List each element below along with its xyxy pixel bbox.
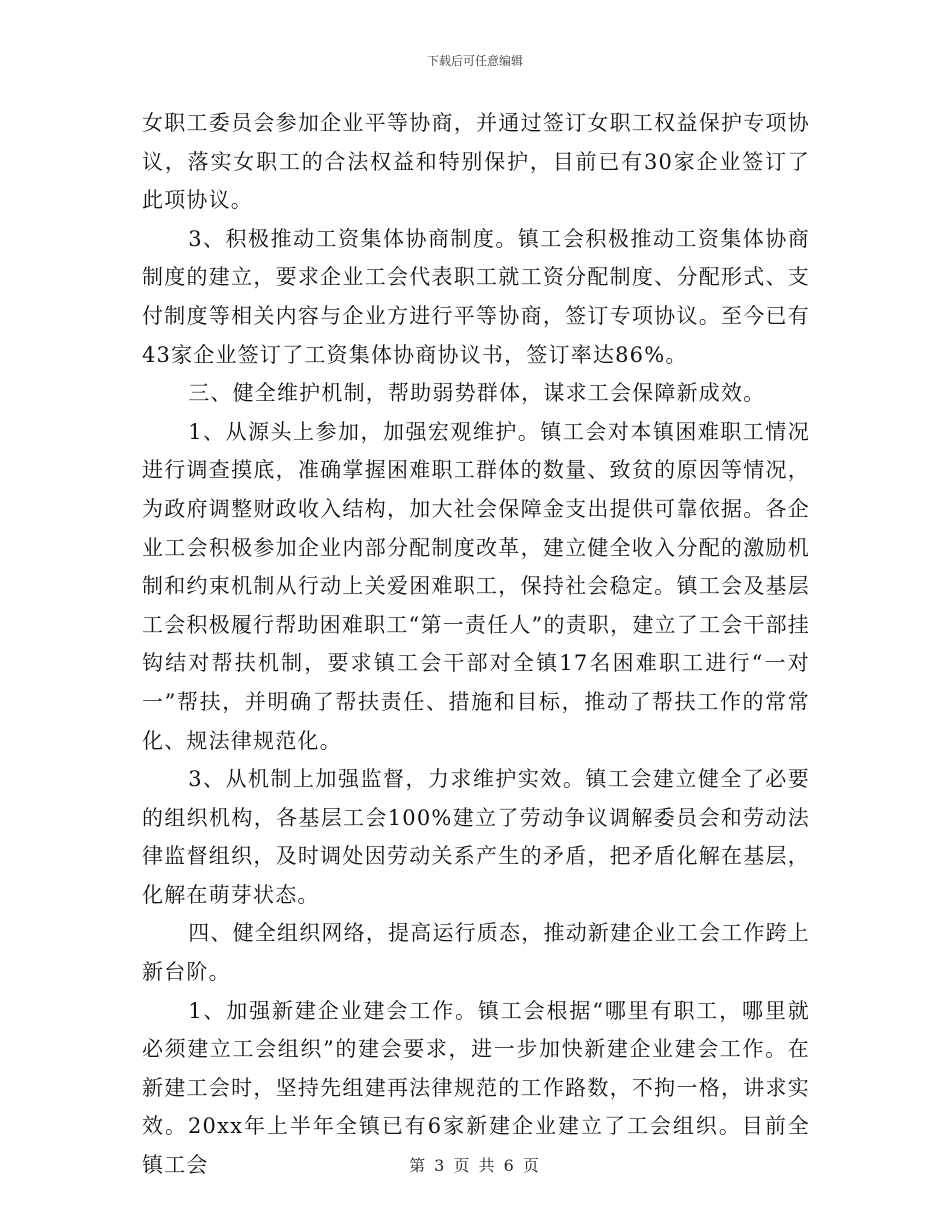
page-number-footer: 第 3 页 共 6 页	[409, 1156, 541, 1175]
document-body	[142, 104, 810, 1185]
paragraph-wage-negotiation: 3、积极推动工资集体协商制度。镇工会积极推动工资集体协商制度的建立，要求企业工会代表职工就工资分配制度、分配形式、支付制度等相关内容与企业方进行平等协商，签订专项协议。至今已有43家企业签订了工资集体协商协议书，签订率达86%。	[142, 226, 810, 367]
paragraph-source-participation: 1、从源头上参加，加强宏观维护。镇工会对本镇困难职工情况进行调查摸底，准确掌握困难职工群体的数量、致贫的原因等情况，为政府调整财政收入结构，加大社会保障金支出提供可靠依据。各企业工会积极参加企业内部分配制度改革，建立健全收入分配的激励机制和约束机制从行动上关爱困难职工，保持社会稳定。镇工会及基层工会积极履行帮助困难职工“第一责任人”的责职，建立了工会干部挂钩结对帮扶机制，要求镇工会干部对全镇17名困难职工进行“一对一”帮扶，并明确了帮扶责任、措施和目标，推动了帮扶工作的常常化、规法律规范化。	[142, 419, 810, 753]
section-heading-organization-network: 四、健全组织网络，提高运行质态，推动新建企业工会工作跨上新台阶。	[142, 921, 810, 985]
paragraph-continuation: 女职工委员会参加企业平等协商，并通过签订女职工权益保护专项协议，落实女职工的合法权益和特别保护，目前已有30家企业签订了此项协议。	[142, 111, 810, 213]
paragraph-new-enterprise-union: 1、加强新建企业建会工作。镇工会根据“哪里有职工，哪里就必须建立工会组织”的建会要求，进一步加快新建企业建会工作。在新建工会时，坚持先组建再法律规范的工作路数，不拘一格，讲求实效。20xx年上半年全镇已有6家新建企业建立了工会组织。目前全镇工会	[142, 998, 810, 1178]
paragraph-supervision-mechanism: 3、从机制上加强监督，力求维护实效。镇工会建立健全了必要的组织机构，各基层工会100%建立了劳动争议调解委员会和劳动法律监督组织，及时调处因劳动关系产生的矛盾，把矛盾化解在基层，化解在萌芽状态。	[142, 767, 810, 907]
page-header: 下载后可任意编辑	[426, 54, 523, 68]
section-heading-protection-mechanism: 三、健全维护机制，帮助弱势群体，谋求工会保障新成效。	[188, 381, 766, 406]
